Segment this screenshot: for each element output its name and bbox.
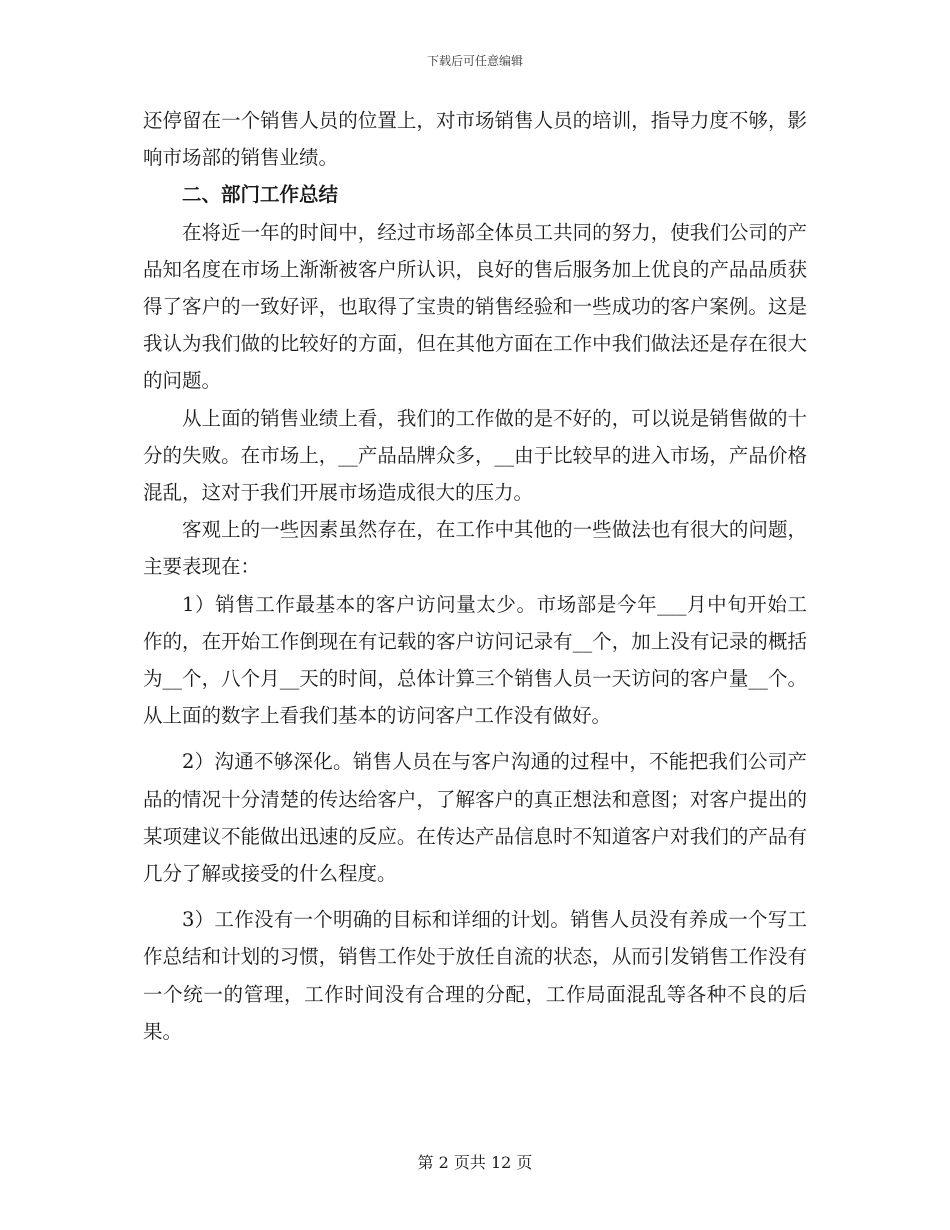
page-header: 下载后可任意编辑: [426, 54, 523, 68]
paragraph-summary: 在将近一年的时间中，经过市场部全体员工共同的努力，使我们公司的产品知名度在市场上渐渐被客户所认识，良好的售后服务加上优良的产品品质获得了客户的一致好评，也取得了宝贵的销售经验和一些成功的客户案例。这是我认为我们做的比较好的方面，但在其他方面在工作中我们做法还是存在很大的问题。: [143, 220, 807, 393]
page-number: 第 2 页共 12 页: [417, 1153, 533, 1172]
paragraph-sales-performance: 从上面的销售业绩上看，我们的工作做的是不好的，可以说是销售做的十分的失败。在市场上，__产品品牌众多，__由于比较早的进入市场，产品价格混乱，这对于我们开展市场造成很大的压力。: [143, 406, 807, 505]
paragraph-objective-factors: 客观上的一些因素虽然存在，在工作中其他的一些做法也有很大的问题，主要表现在：: [143, 518, 807, 579]
paragraph-continued: 还停留在一个销售人员的位置上，对市场销售人员的培训，指导力度不够，影响市场部的销售业绩。: [143, 109, 807, 170]
list-item-visits: 1）销售工作最基本的客户访问量太少。市场部是今年___月中旬开始工作的，在开始工作倒现在有记载的客户访问记录有__个，加上没有记录的概括为__个，八个月__天的时间，总体计算三个销售人员一天访问的客户量__个。从上面的数字上看我们基本的访问客户工作没有做好。: [143, 592, 807, 728]
document-body: [143, 102, 807, 1050]
section-heading: 二、部门工作总结: [182, 183, 339, 207]
list-item-communication: 2）沟通不够深化。销售人员在与客户沟通的过程中，不能把我们公司产品的情况十分清楚的传达给客户，了解客户的真正想法和意图；对客户提出的某项建议不能做出迅速的反应。在传达产品信息时不知道客户对我们的产品有几分了解或接受的什么程度。: [143, 750, 807, 886]
list-item-planning: 3）工作没有一个明确的目标和详细的计划。销售人员没有养成一个写工作总结和计划的习惯，销售工作处于放任自流的状态，从而引发销售工作没有一个统一的管理，工作时间没有合理的分配，工作局面混乱等各种不良的后果。: [143, 908, 807, 1043]
